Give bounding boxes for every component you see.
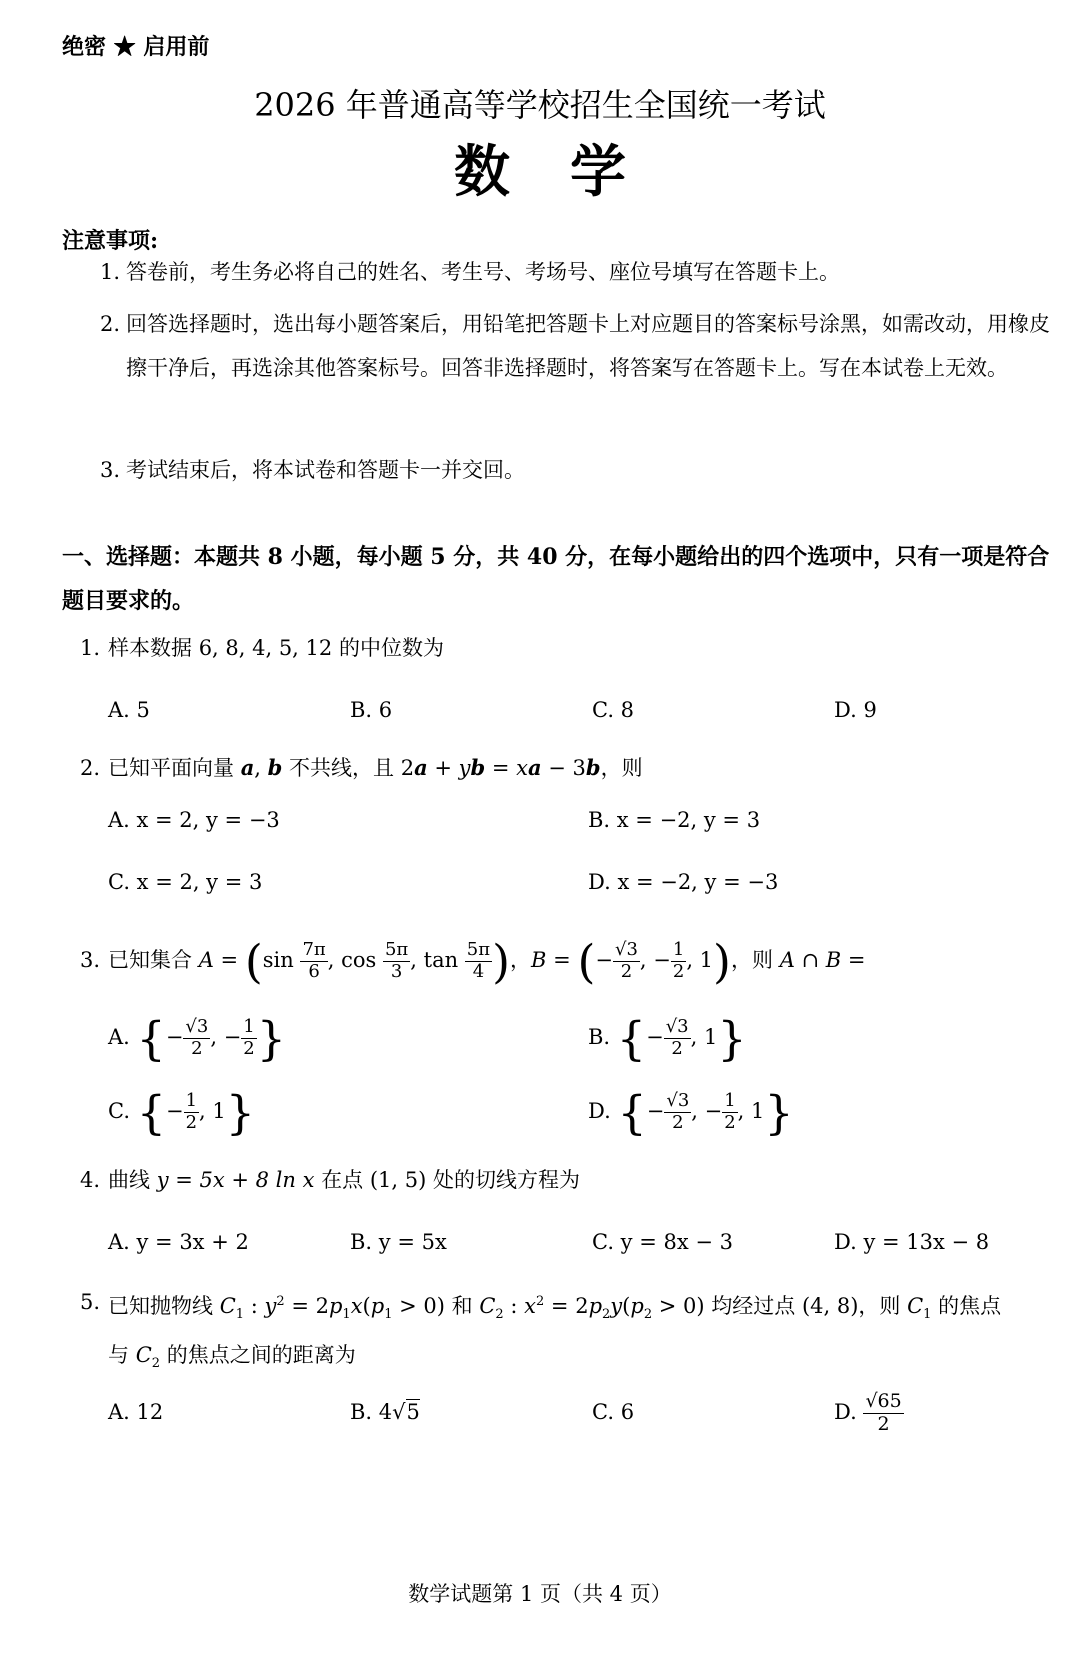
question-number: 4.: [80, 1168, 101, 1192]
question-5: [80, 1282, 1070, 1372]
option-value: 6: [620, 1400, 635, 1424]
stem-text: 均经过点 (4, 8)，则: [704, 1294, 908, 1318]
notice-item-1: [100, 250, 1060, 294]
sample-data: 6, 8, 4, 5, 12: [198, 636, 333, 660]
q2-option-c: C. x = 2, y = 3: [108, 870, 263, 894]
q3-option-d: D. {− $\frac{√3}{2}$ , − $\frac{1}{2}$ , 1}: [588, 1085, 794, 1140]
stem-text: 的中位数为: [332, 636, 444, 660]
stem-text: 与: [108, 1343, 136, 1368]
question-1: [80, 628, 1070, 668]
q1-option-c: C. 8: [592, 698, 635, 722]
q5-option-c: [592, 1392, 634, 1432]
exam-title: 2026 年普通高等学校招生全国统一考试: [254, 86, 826, 124]
confidential-mark: 绝密 ★ 启用前: [62, 34, 210, 60]
q5-option-b: B. 4√5: [350, 1400, 420, 1424]
option-label: A.: [108, 1400, 130, 1424]
q3-option-b: B. {− $\frac{√3}{2}$ , 1}: [588, 1011, 747, 1066]
question-4: [80, 1160, 1070, 1200]
q4-option-d: D. y = 13x − 8: [834, 1230, 990, 1254]
q1-option-d: D. 9: [834, 698, 877, 722]
stem-text: 不共线，且: [282, 756, 401, 780]
q2-option-b: B. x = −2, y = 3: [588, 808, 761, 832]
curve-expression: y = 5x + 8 ln x: [156, 1168, 315, 1192]
section-1-heading: 一、选择题：本题共 8 小题，每小题 5 分，共 40 分，在每小题给出的四个选项中，只有一项是符合题目要求的。: [62, 544, 1050, 614]
question-2: [80, 748, 1070, 788]
option-label: B.: [588, 1025, 611, 1049]
stem-text: 的焦点之间的距离为: [160, 1343, 356, 1368]
option-label: A.: [108, 1025, 130, 1049]
stem-text: 处的切线方程为: [426, 1168, 580, 1192]
question-3: [80, 924, 1070, 996]
option-value: 12: [136, 1400, 164, 1424]
notice-item-number: 1.: [100, 260, 121, 284]
q5-option-a: [108, 1392, 163, 1432]
stem-text: 样本数据: [108, 636, 199, 660]
q3-option-a: A. {− $\frac{√3}{2}$ , − $\frac{1}{2}$ }: [108, 1011, 287, 1066]
notice-item-3: [100, 448, 1060, 492]
subject-title: 数学: [454, 139, 686, 205]
notice-item-2: [100, 302, 1060, 434]
option-label: D.: [834, 1400, 857, 1424]
notice-item-text: 考试结束后，将本试卷和答题卡一并交回。: [126, 458, 525, 482]
page-footer: 数学试题第 1 页（共 4 页）: [408, 1582, 672, 1606]
q4-option-c: C. y = 8x − 3: [592, 1230, 733, 1254]
stem-text: 在点: [314, 1168, 370, 1192]
question-stem: 已知抛物线 $C_1$ : $y^2 = 2p_1x(p_1 > 0)$ 和 $C_2$ : $x^2 = 2p_2y(p_2 > 0)$ 均经过点 (4, 8)，则 $C_1$ 的焦点 与 $C_2$ 的焦点之间的距离为: [108, 1294, 1002, 1372]
q5-option-d: D. $\frac{√65}{2}$: [834, 1390, 902, 1435]
q2-option-a: A. x = 2, y = −3: [108, 808, 280, 832]
option-label: C.: [592, 1400, 614, 1424]
question-number: 1.: [80, 636, 101, 660]
q2-option-d: D. x = −2, y = −3: [588, 870, 779, 894]
stem-text: 的焦点: [931, 1294, 1002, 1318]
option-label: C.: [108, 1099, 130, 1123]
q4-option-b: B. y = 5x: [350, 1230, 447, 1254]
stem-text: 和: [444, 1294, 480, 1318]
question-stem: [108, 1160, 1068, 1200]
q3-option-c: C. {− $\frac{1}{2}$ , 1}: [108, 1085, 256, 1140]
notice-item-text: 答卷前，考生务必将自己的姓名、考生号、考场号、座位号填写在答题卡上。: [126, 260, 840, 284]
stem-text: 已知集合: [108, 948, 199, 972]
q1-option-a: A. 5: [108, 698, 150, 722]
stem-expression: A ∩ B =: [779, 948, 866, 972]
stem-text: ，则: [731, 948, 780, 972]
question-number: 2.: [80, 756, 101, 780]
question-stem: [108, 628, 1068, 668]
option-label: B.: [350, 1400, 373, 1424]
notice-item-number: 3.: [100, 458, 121, 482]
option-label: D.: [588, 1099, 611, 1123]
q1-option-b: B. 6: [350, 698, 393, 722]
stem-text: 已知抛物线: [108, 1294, 220, 1318]
question-number: 5.: [80, 1290, 101, 1314]
notice-heading: 注意事项:: [62, 228, 159, 254]
q4-option-a: A. y = 3x + 2: [108, 1230, 249, 1254]
notice-item-text: 回答选择题时，选出每小题答案后，用铅笔把答题卡上对应题目的答案标号涂黑，如需改动，用橡皮擦干净后，再选涂其他答案标号。回答非选择题时，将答案写在答题卡上。写在本试卷上无效。: [126, 312, 1050, 380]
notice-item-number: 2.: [100, 312, 121, 336]
point: (1, 5): [369, 1168, 427, 1192]
stem-text: 曲线: [108, 1168, 157, 1192]
question-stem: 已知平面向量 a, b 不共线，且 2a + yb = xa − 3b，则: [108, 755, 643, 780]
stem-text: 已知平面向量: [108, 756, 241, 780]
stem-text: ，则: [600, 756, 643, 780]
question-number: 3.: [80, 948, 101, 972]
question-stem: 已知集合 A = (sin $\frac{7\pi}{6}$ , cos $\frac{5\pi}{3}$ , tan $\frac{5\pi}{4}$ )，B = (− $\frac{√3}{2}$ , − $\frac{1}{2}$ , 1)，则 A ∩ B =: [108, 934, 866, 989]
